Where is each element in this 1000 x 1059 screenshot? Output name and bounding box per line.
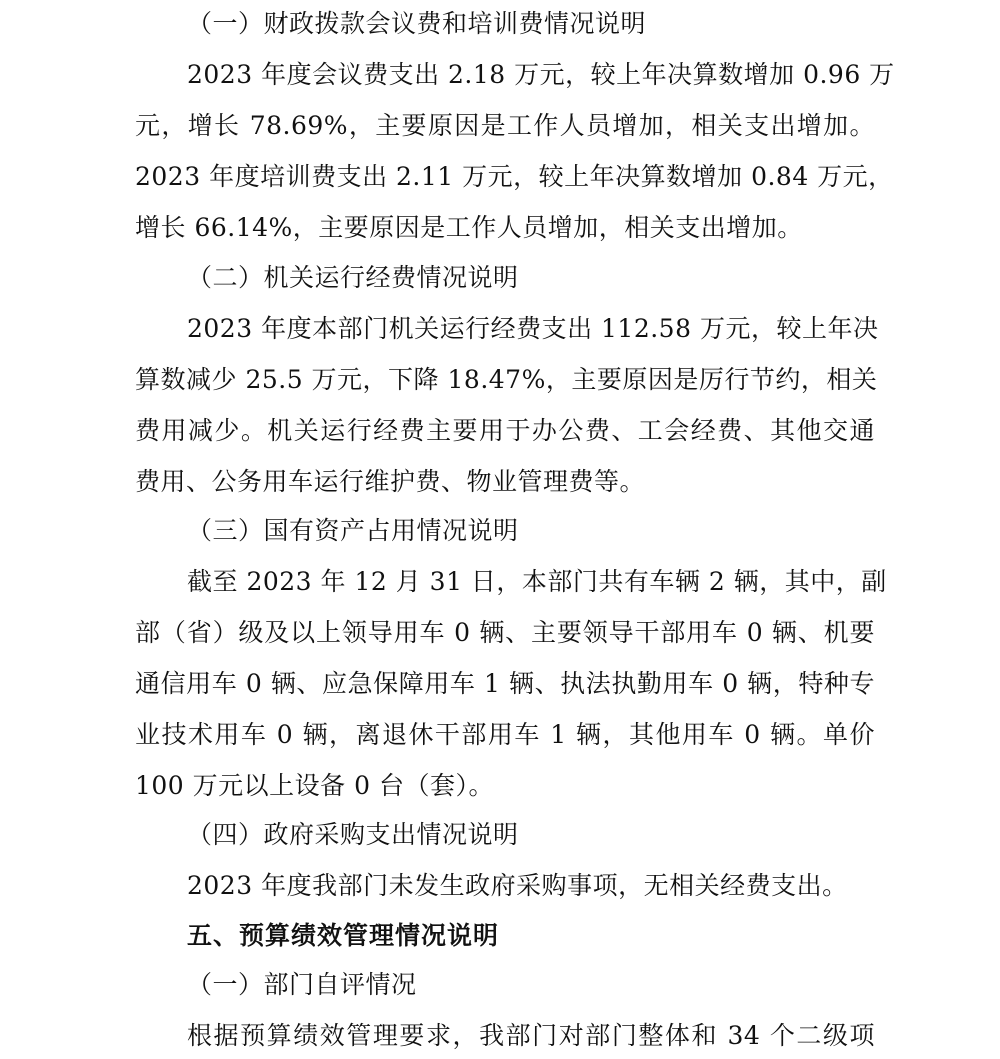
paragraph-line: 2023 年度本部门机关运行经费支出 112.58 万元，较上年决 [187, 314, 879, 343]
paragraph-line: 通信用车 0 辆、应急保障用车 1 辆、执法执勤用车 0 辆，特种专 [135, 669, 875, 698]
paragraph-line: 业技术用车 0 辆，离退休干部用车 1 辆，其他用车 0 辆。单价 [135, 720, 875, 749]
paragraph-line: 根据预算绩效管理要求，我部门对部门整体和 34 个二级项 [187, 1021, 875, 1050]
paragraph-line: 100 万元以上设备 0 台（套）。 [135, 771, 494, 800]
paragraph-line: 费用、公务用车运行维护费、物业管理费等。 [135, 467, 646, 496]
paragraph-line: 增长 66.14%，主要原因是工作人员增加，相关支出增加。 [135, 213, 803, 242]
paragraph-line: 元，增长 78.69%，主要原因是工作人员增加，相关支出增加。 [135, 111, 875, 140]
section-4-title: （四）政府采购支出情况说明 [187, 820, 519, 849]
section-3-title: （三）国有资产占用情况说明 [187, 516, 519, 545]
paragraph-line: 2023 年度培训费支出 2.11 万元，较上年决算数增加 0.84 万元， [135, 162, 894, 191]
paragraph-line: 2023 年度会议费支出 2.18 万元，较上年决算数增加 0.96 万 [187, 60, 895, 89]
paragraph-line: 截至 2023 年 12 月 31 日，本部门共有车辆 2 辆，其中，副 [187, 567, 887, 596]
paragraph-line: 2023 年度我部门未发生政府采购事项，无相关经费支出。 [187, 871, 848, 900]
section-5-1-title: （一）部门自评情况 [187, 970, 417, 999]
section-1-title: （一）财政拨款会议费和培训费情况说明 [187, 9, 647, 38]
paragraph-line: 部（省）级及以上领导用车 0 辆、主要领导干部用车 0 辆、机要 [135, 618, 875, 647]
paragraph-line: 费用减少。机关运行经费主要用于办公费、工会经费、其他交通 [135, 416, 875, 445]
paragraph-line: 算数减少 25.5 万元，下降 18.47%，主要原因是厉行节约，相关 [135, 365, 878, 394]
section-2-title: （二）机关运行经费情况说明 [187, 263, 519, 292]
heading-5: 五、预算绩效管理情况说明 [187, 921, 500, 950]
